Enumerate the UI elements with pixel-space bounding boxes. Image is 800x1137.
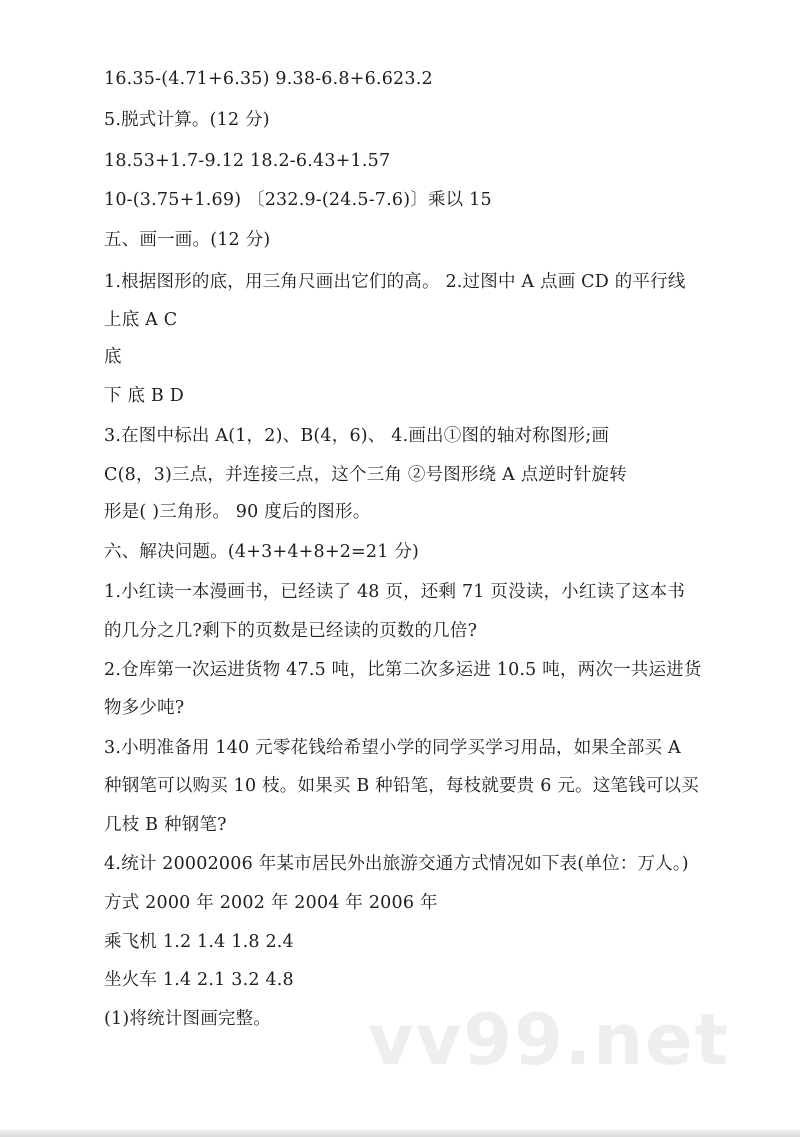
question-text: 1.小红读一本漫画书，已经读了 48 页，还剩 71 页没读，小红读了这本书 <box>104 582 686 602</box>
text-line: 底 <box>104 347 122 367</box>
page-bottom-edge <box>0 1129 800 1137</box>
text-line: 18.53+1.7-9.12 18.2-6.43+1.57 <box>104 151 391 171</box>
text-line: 10-(3.75+1.69) 〔232.9-(24.5-7.6)〕乘以 15 <box>104 190 492 210</box>
section-heading: 六、解决问题。(4+3+4+8+2=21 分) <box>104 542 420 562</box>
question-text: 物多少吨? <box>104 698 185 718</box>
question-text: 形是( )三角形。 90 度后的图形。 <box>104 502 371 522</box>
question-text: 几枝 B 种钢笔? <box>104 815 227 835</box>
text-line: 上底 A C <box>104 310 178 330</box>
text-line: 下 底 B D <box>104 386 184 406</box>
watermark: vv99.net <box>368 999 731 1081</box>
question-text: 的几分之几?剩下的页数是已经读的页数的几倍? <box>104 621 478 641</box>
question-text: 1.根据图形的底，用三角尺画出它们的高。 2.过图中 A 点画 CD 的平行线 <box>104 272 686 292</box>
question-text: 种钢笔可以购买 10 枝。如果买 B 种铅笔，每枝就要贵 6 元。这笔钱可以买 <box>104 776 699 796</box>
table-header-line: 方式 2000 年 2002 年 2004 年 2006 年 <box>104 893 438 913</box>
question-text: 3.小明准备用 140 元零花钱给希望小学的同学买学习用品，如果全部买 A <box>104 738 681 758</box>
question-text: 3.在图中标出 A(1，2)、B(4，6)、 4.画出①图的轴对称图形;画 <box>104 426 610 446</box>
question-text: (1)将统计图画完整。 <box>104 1009 271 1029</box>
table-row-line: 坐火车 1.4 2.1 3.2 4.8 <box>104 970 294 990</box>
question-text: 2.仓库第一次运进货物 47.5 吨，比第二次多运进 10.5 吨，两次一共运进货 <box>104 660 702 680</box>
section-heading: 五、画一画。(12 分) <box>104 230 271 250</box>
question-text: C(8，3)三点，并连接三点，这个三角 ②号图形绕 A 点逆时针旋转 <box>104 465 627 485</box>
section-heading: 5.脱式计算。(12 分) <box>104 110 270 130</box>
question-text: 4.统计 20002006 年某市居民外出旅游交通方式情况如下表(单位：万人。) <box>104 854 689 874</box>
table-row-line: 乘飞机 1.2 1.4 1.8 2.4 <box>104 932 294 952</box>
text-line: 16.35-(4.71+6.35) 9.38-6.8+6.623.2 <box>104 69 433 89</box>
